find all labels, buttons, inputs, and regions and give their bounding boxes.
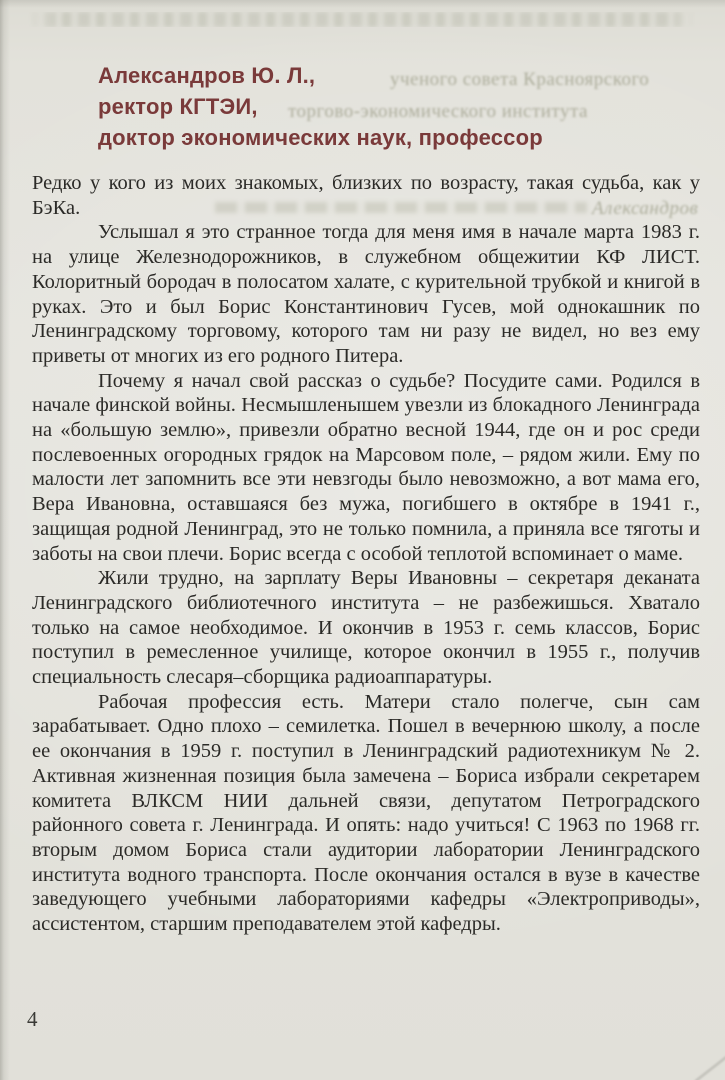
bleedthrough-top-strip <box>28 12 696 27</box>
paragraph: Почему я начал свой рассказ о судьбе? Посудите сами. Родился в начале финской войны. Несмышленышем увезли из блокадного Ленинграда на «большую землю», привезли обратно весной 1944, где он и рос среди послевоенных огородных грядок на Марсовом поле, – рядом жили. Ему по малости лет запомнить все эти невзгоды было невозможно, а вот мама его, Вера Ивановна, оставшаяся без мужа, погибшего в октябре в 1941 г., защищая родной Ленинград, это не только помнила, а приняла все тяготы и заботы на свои плечи. Борис всегда с особой теплотой вспоминает о маме. <box>32 369 700 565</box>
scan-edge-shadow-top <box>0 0 725 8</box>
body-text <box>32 171 700 937</box>
bleedthrough-text-line1: ученого совета Красноярского <box>390 69 650 90</box>
heading-line-degree: доктор экономических наук, профессор <box>98 125 543 150</box>
paragraph: Редко у кого из моих знакомых, близких по возрасту, такая судьба, как у БэКа. <box>32 172 700 219</box>
heading-line-position: ректор КГТЭИ, <box>98 94 258 119</box>
paragraph: Рабочая профессия есть. Матери стало полегче, сын сам зарабатывает. Одно плохо – семилетка. Пошел в вечернюю школу, а после ее окончания в 1959 г. поступил в Ленинградский радиотехникум № 2. Активная жизненная позиция была замечена – Бориса избрали секретарем комитета ВЛКСМ НИИ дальней связи, депутатом Петроградского районного совета г. Ленинграда. И опять: надо учиться! С 1963 по 1968 гг. вторым домом Бориса стали аудитории лаборатории Ленинградского института водного транспорта. После окончания остался в вузе в качестве заведующего учебными лабораториями кафедры «Электроприводы», ассистентом, старшим преподавателем этой кафедры. <box>32 690 700 936</box>
scan-edge-shadow-left <box>0 0 10 1080</box>
heading-line-author: Александров Ю. Л., <box>98 63 316 88</box>
bleedthrough-text-line2: торгово-экономического института <box>288 101 588 122</box>
paragraph: Жили трудно, на зарплату Веры Ивановны – секретаря деканата Ленинградского библиотечного института – не разбежишься. Хватало только на самое необходимое. И окончив в 1953 г. семь классов, Борис поступил в ремесленное училище, которое окончил в 1955 г., получив специальность слесаря–сборщика радиоаппаратуры. <box>32 567 700 689</box>
bleedthrough-text-word: Александров <box>592 198 699 219</box>
scan-corner-artifact <box>695 1056 725 1080</box>
page-number: 4 <box>27 1007 38 1031</box>
paragraph: Услышал я это странное тогда для меня имя в начале марта 1983 г. на улице Железнодорожников, в служебном общежитии КФ ЛИСТ. Колоритный бородач в полосатом халате, с курительной трубкой и книгой в руках. Это и был Борис Константинович Гусев, мой однокашник по Ленинградскому торговому, которого там ни разу не видел, но вез ему приветы от многих из его родного Питера. <box>32 221 700 367</box>
